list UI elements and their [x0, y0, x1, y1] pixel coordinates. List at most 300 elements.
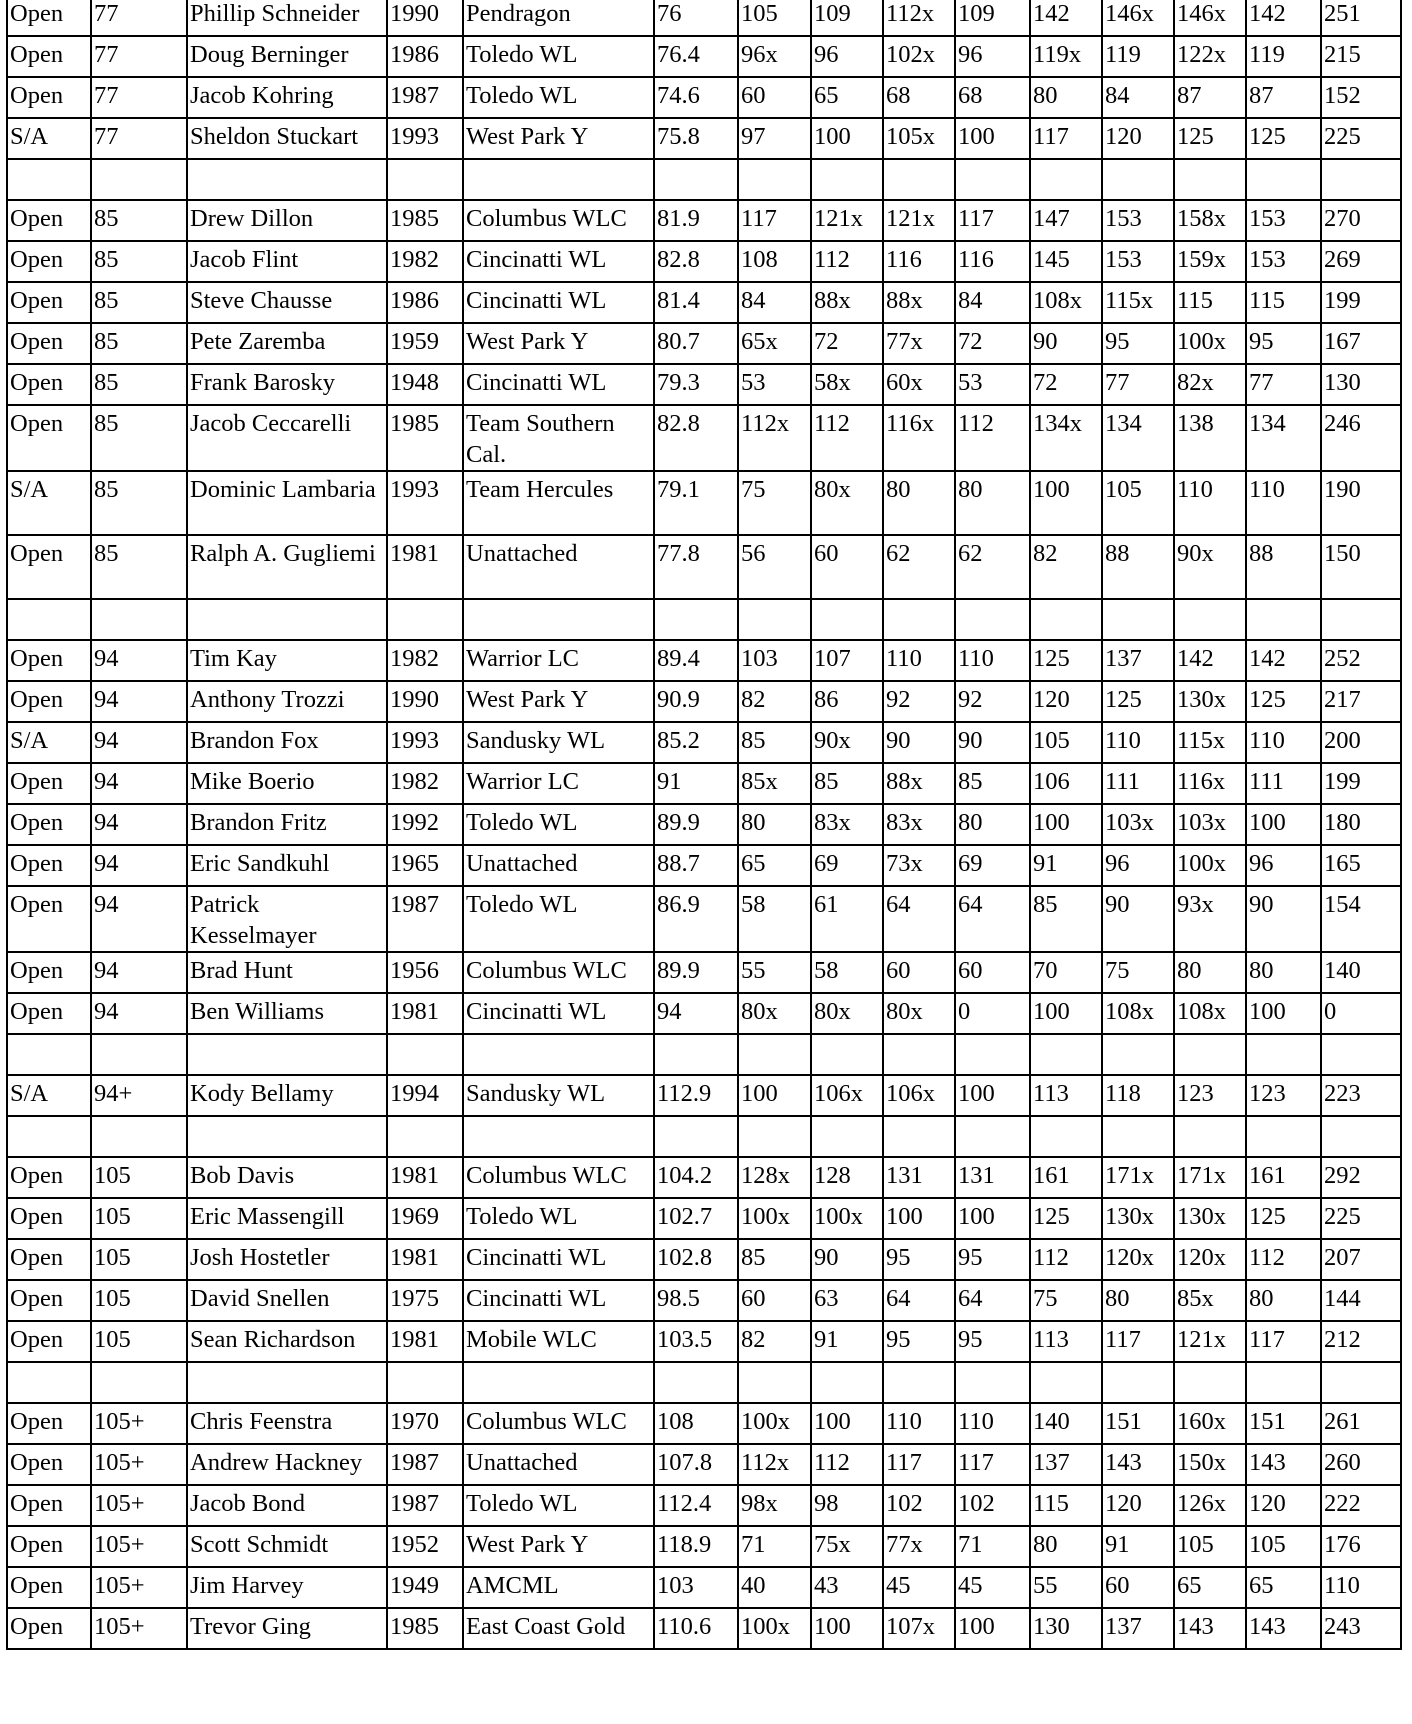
club-cell: Toledo WL	[463, 1485, 654, 1526]
clean-jerk-2-cell: 117	[1102, 1321, 1174, 1362]
total-cell: 223	[1321, 1075, 1401, 1116]
snatch-2-cell: 112	[811, 1444, 883, 1485]
table-row	[7, 1321, 1401, 1362]
body-weight-cell: 90.9	[654, 681, 738, 722]
best-clean-jerk-cell: 96	[1246, 845, 1321, 886]
club-cell	[463, 599, 654, 640]
snatch-3-cell	[883, 1034, 955, 1075]
clean-jerk-1-cell: 113	[1030, 1075, 1102, 1116]
snatch-2-cell: 86	[811, 681, 883, 722]
birth-year-cell: 1985	[387, 405, 463, 471]
clean-jerk-3-cell: 85x	[1174, 1280, 1246, 1321]
weight-class-cell: 94	[91, 952, 187, 993]
body-weight-cell: 89.9	[654, 952, 738, 993]
clean-jerk-1-cell: 82	[1030, 535, 1102, 599]
weight-class-cell: 105+	[91, 1485, 187, 1526]
snatch-3-cell: 95	[883, 1239, 955, 1280]
clean-jerk-3-cell: 138	[1174, 405, 1246, 471]
clean-jerk-1-cell: 105	[1030, 722, 1102, 763]
birth-year-cell: 1981	[387, 1239, 463, 1280]
birth-year-cell: 1985	[387, 1608, 463, 1649]
best-snatch-cell: 100	[955, 1608, 1030, 1649]
clean-jerk-2-cell: 88	[1102, 535, 1174, 599]
body-weight-cell: 91	[654, 763, 738, 804]
club-cell: Sandusky WL	[463, 1075, 654, 1116]
snatch-2-cell: 72	[811, 323, 883, 364]
total-cell: 246	[1321, 405, 1401, 471]
birth-year-cell: 1990	[387, 0, 463, 36]
best-snatch-cell: 84	[955, 282, 1030, 323]
clean-jerk-3-cell: 142	[1174, 640, 1246, 681]
clean-jerk-1-cell: 125	[1030, 1198, 1102, 1239]
weight-class-cell	[91, 1034, 187, 1075]
clean-jerk-3-cell: 123	[1174, 1075, 1246, 1116]
snatch-3-cell: 107x	[883, 1608, 955, 1649]
clean-jerk-1-cell	[1030, 1034, 1102, 1075]
best-clean-jerk-cell: 111	[1246, 763, 1321, 804]
best-clean-jerk-cell	[1246, 1116, 1321, 1157]
birth-year-cell	[387, 1034, 463, 1075]
clean-jerk-3-cell: 87	[1174, 77, 1246, 118]
table-row	[7, 471, 1401, 535]
clean-jerk-1-cell: 108x	[1030, 282, 1102, 323]
clean-jerk-1-cell	[1030, 1116, 1102, 1157]
best-clean-jerk-cell: 143	[1246, 1608, 1321, 1649]
snatch-1-cell: 100x	[738, 1608, 811, 1649]
clean-jerk-2-cell: 120	[1102, 1485, 1174, 1526]
weight-class-cell: 77	[91, 118, 187, 159]
total-cell: 212	[1321, 1321, 1401, 1362]
club-cell: Cincinatti WL	[463, 1280, 654, 1321]
body-weight-cell: 89.4	[654, 640, 738, 681]
snatch-1-cell	[738, 599, 811, 640]
division-cell: Open	[7, 323, 91, 364]
birth-year-cell: 1993	[387, 722, 463, 763]
snatch-1-cell: 60	[738, 1280, 811, 1321]
best-clean-jerk-cell: 110	[1246, 722, 1321, 763]
birth-year-cell: 1949	[387, 1567, 463, 1608]
clean-jerk-2-cell: 146x	[1102, 0, 1174, 36]
snatch-2-cell: 58x	[811, 364, 883, 405]
lifter-name-cell: Jacob Flint	[187, 241, 387, 282]
table-row	[7, 1403, 1401, 1444]
total-cell: 252	[1321, 640, 1401, 681]
body-weight-cell: 80.7	[654, 323, 738, 364]
birth-year-cell: 1969	[387, 1198, 463, 1239]
best-clean-jerk-cell: 100	[1246, 993, 1321, 1034]
clean-jerk-1-cell: 125	[1030, 640, 1102, 681]
body-weight-cell	[654, 1116, 738, 1157]
table-row	[7, 993, 1401, 1034]
snatch-3-cell: 80	[883, 471, 955, 535]
table-row	[7, 1157, 1401, 1198]
club-cell: Sandusky WL	[463, 722, 654, 763]
snatch-3-cell: 95	[883, 1321, 955, 1362]
division-cell: Open	[7, 640, 91, 681]
birth-year-cell: 1992	[387, 804, 463, 845]
snatch-3-cell: 105x	[883, 118, 955, 159]
clean-jerk-3-cell	[1174, 1034, 1246, 1075]
body-weight-cell: 103	[654, 1567, 738, 1608]
snatch-1-cell: 58	[738, 886, 811, 952]
lifter-name-cell: Dominic Lambaria	[187, 471, 387, 535]
weight-class-cell: 105+	[91, 1403, 187, 1444]
clean-jerk-1-cell: 112	[1030, 1239, 1102, 1280]
clean-jerk-3-cell: 143	[1174, 1608, 1246, 1649]
lifter-name-cell	[187, 1034, 387, 1075]
clean-jerk-2-cell: 151	[1102, 1403, 1174, 1444]
weight-class-cell: 85	[91, 535, 187, 599]
club-cell: West Park Y	[463, 1526, 654, 1567]
clean-jerk-3-cell: 121x	[1174, 1321, 1246, 1362]
birth-year-cell: 1970	[387, 1403, 463, 1444]
body-weight-cell: 75.8	[654, 118, 738, 159]
clean-jerk-1-cell: 137	[1030, 1444, 1102, 1485]
snatch-1-cell: 128x	[738, 1157, 811, 1198]
best-snatch-cell: 109	[955, 0, 1030, 36]
blank-separator-row	[7, 1034, 1401, 1075]
clean-jerk-2-cell: 171x	[1102, 1157, 1174, 1198]
clean-jerk-1-cell: 113	[1030, 1321, 1102, 1362]
table-row	[7, 282, 1401, 323]
weight-class-cell: 94	[91, 804, 187, 845]
weight-class-cell: 105+	[91, 1608, 187, 1649]
best-clean-jerk-cell: 125	[1246, 681, 1321, 722]
snatch-1-cell: 56	[738, 535, 811, 599]
weight-class-cell	[91, 1362, 187, 1403]
best-snatch-cell: 69	[955, 845, 1030, 886]
best-snatch-cell: 85	[955, 763, 1030, 804]
club-cell: Mobile WLC	[463, 1321, 654, 1362]
body-weight-cell: 76.4	[654, 36, 738, 77]
clean-jerk-1-cell: 130	[1030, 1608, 1102, 1649]
club-cell: Cincinatti WL	[463, 282, 654, 323]
clean-jerk-2-cell: 125	[1102, 681, 1174, 722]
lifter-name-cell: Ralph A. Gugliemi	[187, 535, 387, 599]
birth-year-cell: 1994	[387, 1075, 463, 1116]
lifter-name-cell: Eric Massengill	[187, 1198, 387, 1239]
division-cell: Open	[7, 1526, 91, 1567]
clean-jerk-2-cell: 108x	[1102, 993, 1174, 1034]
total-cell: 180	[1321, 804, 1401, 845]
best-clean-jerk-cell	[1246, 1362, 1321, 1403]
birth-year-cell: 1987	[387, 1485, 463, 1526]
table-row	[7, 1567, 1401, 1608]
snatch-1-cell: 96x	[738, 36, 811, 77]
body-weight-cell: 94	[654, 993, 738, 1034]
snatch-1-cell: 112x	[738, 405, 811, 471]
lifter-name-cell: Sean Richardson	[187, 1321, 387, 1362]
snatch-2-cell: 106x	[811, 1075, 883, 1116]
body-weight-cell: 82.8	[654, 405, 738, 471]
lifter-name-cell: Jacob Bond	[187, 1485, 387, 1526]
division-cell: Open	[7, 77, 91, 118]
clean-jerk-2-cell: 143	[1102, 1444, 1174, 1485]
snatch-3-cell: 117	[883, 1444, 955, 1485]
snatch-2-cell: 61	[811, 886, 883, 952]
division-cell: Open	[7, 952, 91, 993]
division-cell: Open	[7, 1608, 91, 1649]
clean-jerk-1-cell: 80	[1030, 77, 1102, 118]
table-row	[7, 640, 1401, 681]
birth-year-cell: 1986	[387, 36, 463, 77]
weight-class-cell: 85	[91, 241, 187, 282]
clean-jerk-3-cell: 115	[1174, 282, 1246, 323]
snatch-2-cell	[811, 1116, 883, 1157]
club-cell: Unattached	[463, 1444, 654, 1485]
snatch-2-cell: 98	[811, 1485, 883, 1526]
weight-class-cell	[91, 599, 187, 640]
clean-jerk-2-cell: 105	[1102, 471, 1174, 535]
clean-jerk-1-cell	[1030, 1362, 1102, 1403]
birth-year-cell	[387, 159, 463, 200]
snatch-2-cell: 90x	[811, 722, 883, 763]
best-clean-jerk-cell	[1246, 599, 1321, 640]
birth-year-cell: 1956	[387, 952, 463, 993]
best-snatch-cell: 68	[955, 77, 1030, 118]
clean-jerk-3-cell: 171x	[1174, 1157, 1246, 1198]
total-cell: 225	[1321, 118, 1401, 159]
lifter-name-cell: Scott Schmidt	[187, 1526, 387, 1567]
clean-jerk-3-cell: 65	[1174, 1567, 1246, 1608]
weight-class-cell: 94	[91, 681, 187, 722]
snatch-2-cell: 43	[811, 1567, 883, 1608]
results-table	[6, 0, 1402, 1650]
best-snatch-cell: 100	[955, 118, 1030, 159]
clean-jerk-2-cell: 118	[1102, 1075, 1174, 1116]
snatch-3-cell: 83x	[883, 804, 955, 845]
clean-jerk-3-cell: 110	[1174, 471, 1246, 535]
division-cell: Open	[7, 282, 91, 323]
clean-jerk-3-cell	[1174, 1116, 1246, 1157]
table-row	[7, 364, 1401, 405]
weight-class-cell: 105	[91, 1157, 187, 1198]
weight-class-cell: 94	[91, 763, 187, 804]
snatch-3-cell	[883, 1362, 955, 1403]
clean-jerk-3-cell	[1174, 599, 1246, 640]
division-cell: Open	[7, 405, 91, 471]
total-cell: 0	[1321, 993, 1401, 1034]
birth-year-cell: 1993	[387, 471, 463, 535]
snatch-3-cell: 116	[883, 241, 955, 282]
table-row	[7, 323, 1401, 364]
clean-jerk-3-cell: 116x	[1174, 763, 1246, 804]
snatch-2-cell: 121x	[811, 200, 883, 241]
snatch-3-cell: 121x	[883, 200, 955, 241]
snatch-1-cell: 105	[738, 0, 811, 36]
lifter-name-cell: Kody Bellamy	[187, 1075, 387, 1116]
birth-year-cell: 1948	[387, 364, 463, 405]
clean-jerk-1-cell	[1030, 159, 1102, 200]
club-cell: Columbus WLC	[463, 200, 654, 241]
club-cell	[463, 1116, 654, 1157]
club-cell: Toledo WL	[463, 1198, 654, 1239]
snatch-1-cell: 55	[738, 952, 811, 993]
clean-jerk-1-cell: 85	[1030, 886, 1102, 952]
snatch-1-cell: 71	[738, 1526, 811, 1567]
division-cell	[7, 1034, 91, 1075]
best-snatch-cell: 64	[955, 886, 1030, 952]
best-snatch-cell: 64	[955, 1280, 1030, 1321]
total-cell: 270	[1321, 200, 1401, 241]
table-row	[7, 1526, 1401, 1567]
best-snatch-cell: 100	[955, 1198, 1030, 1239]
lifter-name-cell: Jacob Ceccarelli	[187, 405, 387, 471]
birth-year-cell: 1987	[387, 886, 463, 952]
total-cell: 222	[1321, 1485, 1401, 1526]
club-cell: Toledo WL	[463, 886, 654, 952]
clean-jerk-2-cell: 96	[1102, 845, 1174, 886]
best-clean-jerk-cell: 112	[1246, 1239, 1321, 1280]
club-cell: Columbus WLC	[463, 952, 654, 993]
birth-year-cell	[387, 1362, 463, 1403]
best-clean-jerk-cell: 90	[1246, 886, 1321, 952]
best-clean-jerk-cell	[1246, 159, 1321, 200]
club-cell: Team Hercules	[463, 471, 654, 535]
blank-separator-row	[7, 599, 1401, 640]
lifter-name-cell: Patrick Kesselmayer	[187, 886, 387, 952]
clean-jerk-2-cell: 103x	[1102, 804, 1174, 845]
clean-jerk-2-cell	[1102, 1034, 1174, 1075]
lifter-name-cell: Tim Kay	[187, 640, 387, 681]
total-cell: 200	[1321, 722, 1401, 763]
club-cell: West Park Y	[463, 118, 654, 159]
clean-jerk-1-cell: 106	[1030, 763, 1102, 804]
clean-jerk-1-cell: 134x	[1030, 405, 1102, 471]
total-cell	[1321, 159, 1401, 200]
weight-class-cell: 94+	[91, 1075, 187, 1116]
snatch-2-cell: 91	[811, 1321, 883, 1362]
clean-jerk-2-cell: 95	[1102, 323, 1174, 364]
clean-jerk-1-cell: 161	[1030, 1157, 1102, 1198]
total-cell: 199	[1321, 282, 1401, 323]
snatch-3-cell: 45	[883, 1567, 955, 1608]
table-row	[7, 845, 1401, 886]
clean-jerk-3-cell	[1174, 159, 1246, 200]
club-cell: Cincinatti WL	[463, 241, 654, 282]
birth-year-cell: 1987	[387, 77, 463, 118]
total-cell: 176	[1321, 1526, 1401, 1567]
birth-year-cell: 1982	[387, 763, 463, 804]
best-snatch-cell: 96	[955, 36, 1030, 77]
best-clean-jerk-cell: 119	[1246, 36, 1321, 77]
snatch-3-cell: 88x	[883, 763, 955, 804]
snatch-2-cell: 100	[811, 1403, 883, 1444]
clean-jerk-1-cell: 80	[1030, 1526, 1102, 1567]
snatch-3-cell: 64	[883, 886, 955, 952]
table-body	[7, 0, 1401, 1649]
lifter-name-cell: Trevor Ging	[187, 1608, 387, 1649]
snatch-2-cell	[811, 1034, 883, 1075]
clean-jerk-1-cell: 75	[1030, 1280, 1102, 1321]
snatch-3-cell: 92	[883, 681, 955, 722]
total-cell	[1321, 599, 1401, 640]
division-cell	[7, 1362, 91, 1403]
snatch-1-cell: 75	[738, 471, 811, 535]
body-weight-cell: 81.9	[654, 200, 738, 241]
snatch-2-cell: 90	[811, 1239, 883, 1280]
best-snatch-cell: 53	[955, 364, 1030, 405]
snatch-1-cell: 65x	[738, 323, 811, 364]
body-weight-cell	[654, 1034, 738, 1075]
table-row	[7, 241, 1401, 282]
clean-jerk-2-cell: 137	[1102, 640, 1174, 681]
birth-year-cell: 1982	[387, 640, 463, 681]
body-weight-cell: 110.6	[654, 1608, 738, 1649]
weight-class-cell: 77	[91, 36, 187, 77]
total-cell: 243	[1321, 1608, 1401, 1649]
club-cell: Cincinatti WL	[463, 1239, 654, 1280]
weight-class-cell: 94	[91, 640, 187, 681]
birth-year-cell: 1982	[387, 241, 463, 282]
total-cell	[1321, 1116, 1401, 1157]
best-clean-jerk-cell: 143	[1246, 1444, 1321, 1485]
clean-jerk-3-cell	[1174, 1362, 1246, 1403]
clean-jerk-2-cell: 84	[1102, 77, 1174, 118]
best-clean-jerk-cell: 65	[1246, 1567, 1321, 1608]
best-clean-jerk-cell: 142	[1246, 0, 1321, 36]
snatch-3-cell: 106x	[883, 1075, 955, 1116]
lifter-name-cell: Drew Dillon	[187, 200, 387, 241]
snatch-2-cell: 69	[811, 845, 883, 886]
club-cell: AMCML	[463, 1567, 654, 1608]
division-cell: S/A	[7, 471, 91, 535]
best-clean-jerk-cell: 100	[1246, 804, 1321, 845]
snatch-2-cell: 100	[811, 118, 883, 159]
snatch-3-cell	[883, 159, 955, 200]
snatch-1-cell: 80x	[738, 993, 811, 1034]
lifter-name-cell: David Snellen	[187, 1280, 387, 1321]
weight-class-cell: 105+	[91, 1444, 187, 1485]
weight-class-cell: 105	[91, 1280, 187, 1321]
birth-year-cell: 1965	[387, 845, 463, 886]
snatch-3-cell: 77x	[883, 1526, 955, 1567]
clean-jerk-3-cell: 80	[1174, 952, 1246, 993]
best-clean-jerk-cell: 161	[1246, 1157, 1321, 1198]
body-weight-cell: 74.6	[654, 77, 738, 118]
best-snatch-cell	[955, 159, 1030, 200]
lifter-name-cell: Josh Hostetler	[187, 1239, 387, 1280]
body-weight-cell: 112.9	[654, 1075, 738, 1116]
snatch-1-cell	[738, 1116, 811, 1157]
clean-jerk-1-cell: 145	[1030, 241, 1102, 282]
snatch-1-cell: 100x	[738, 1198, 811, 1239]
snatch-2-cell: 60	[811, 535, 883, 599]
clean-jerk-3-cell: 146x	[1174, 0, 1246, 36]
snatch-2-cell: 100	[811, 1608, 883, 1649]
snatch-1-cell: 82	[738, 681, 811, 722]
clean-jerk-2-cell: 110	[1102, 722, 1174, 763]
best-snatch-cell: 80	[955, 804, 1030, 845]
body-weight-cell: 89.9	[654, 804, 738, 845]
best-snatch-cell: 62	[955, 535, 1030, 599]
best-clean-jerk-cell: 95	[1246, 323, 1321, 364]
birth-year-cell: 1981	[387, 1157, 463, 1198]
best-clean-jerk-cell	[1246, 1034, 1321, 1075]
snatch-1-cell: 112x	[738, 1444, 811, 1485]
snatch-1-cell: 84	[738, 282, 811, 323]
snatch-2-cell: 96	[811, 36, 883, 77]
weight-class-cell: 94	[91, 993, 187, 1034]
snatch-2-cell	[811, 1362, 883, 1403]
division-cell: S/A	[7, 118, 91, 159]
clean-jerk-3-cell: 100x	[1174, 323, 1246, 364]
lifter-name-cell: Mike Boerio	[187, 763, 387, 804]
body-weight-cell: 98.5	[654, 1280, 738, 1321]
total-cell: 165	[1321, 845, 1401, 886]
club-cell: Toledo WL	[463, 36, 654, 77]
best-clean-jerk-cell: 77	[1246, 364, 1321, 405]
